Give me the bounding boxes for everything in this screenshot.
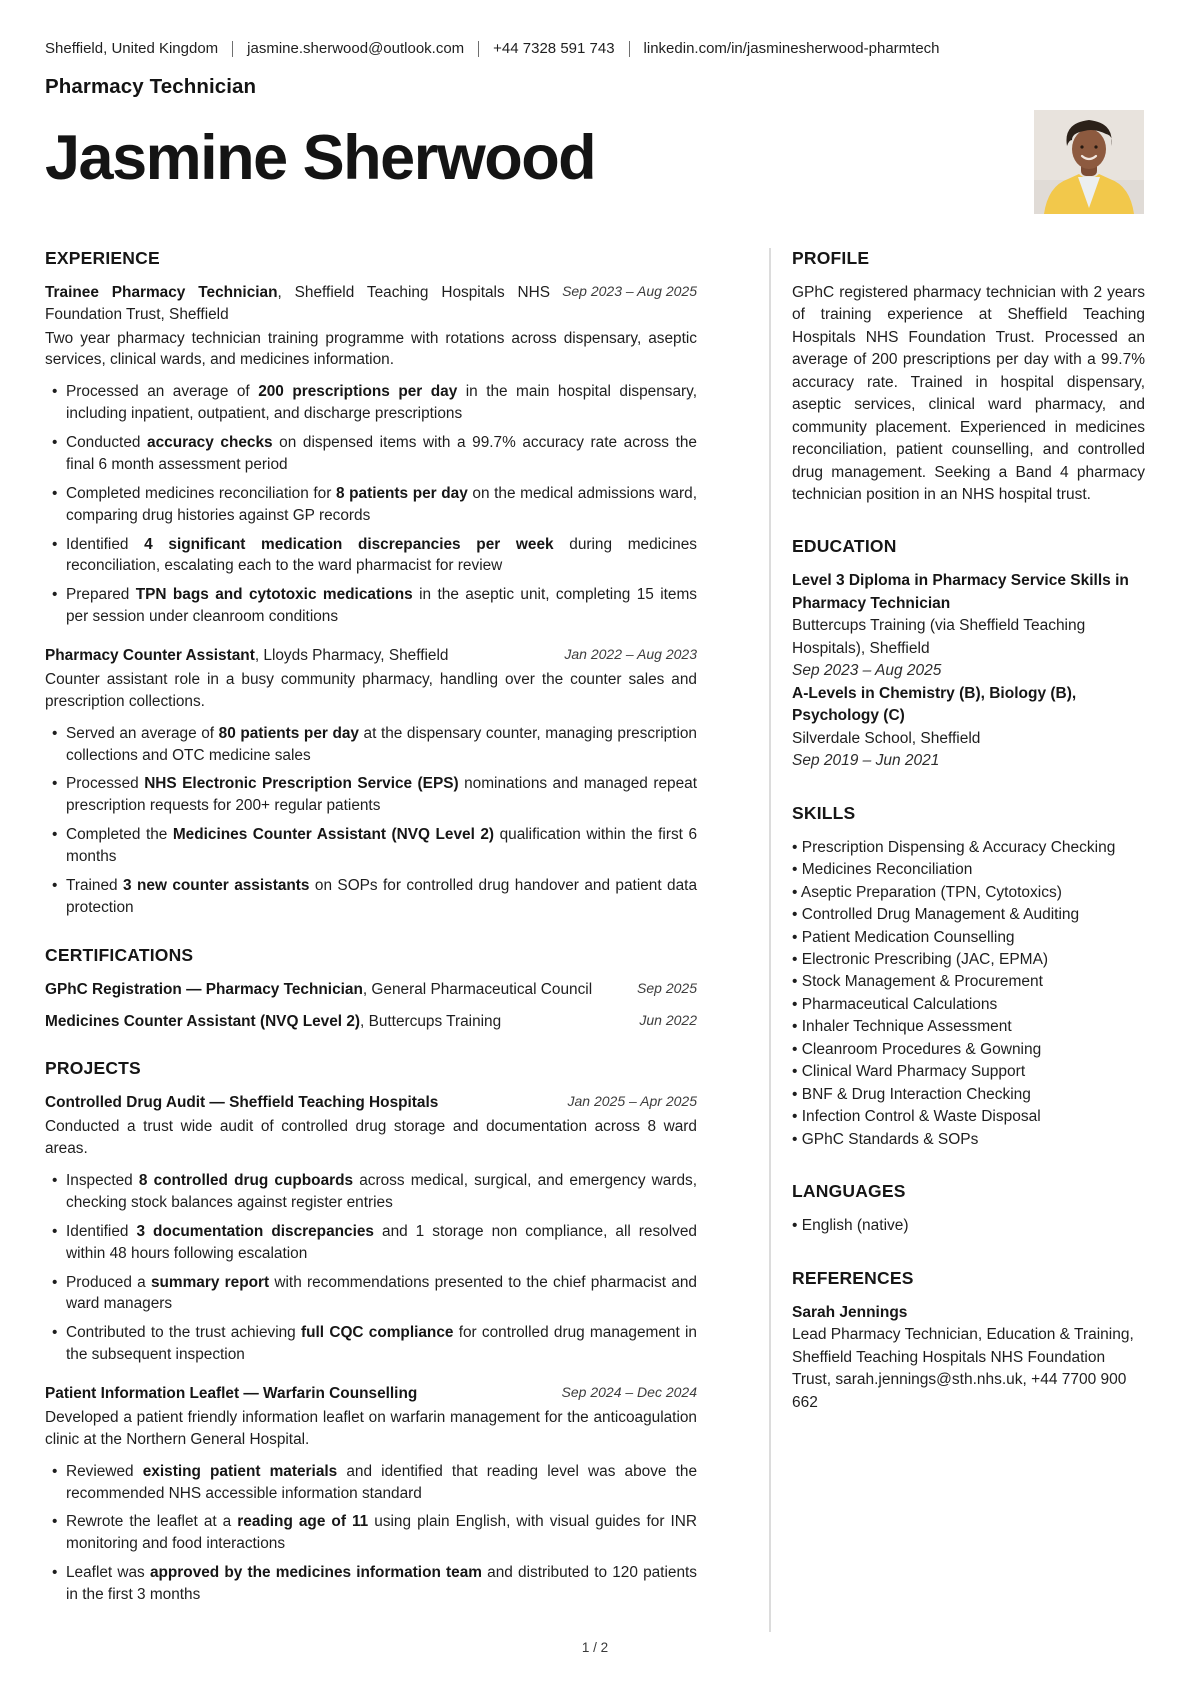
entry-bullet: • Conducted accuracy checks on dispensed items with a 99.7% accuracy rate across the final 6 month assessment period: [45, 432, 697, 476]
entry-title: Medicines Counter Assistant (NVQ Level 2), Buttercups Training: [45, 1012, 502, 1030]
section-languages: [792, 1181, 1145, 1237]
contact-item: Sheffield, United Kingdom: [45, 40, 219, 57]
resume-entry: [45, 1011, 697, 1033]
right-column: [792, 248, 1145, 1632]
contact-item: +44 7328 591 743: [493, 40, 615, 57]
contact-item: jasmine.sherwood@outlook.com: [247, 40, 465, 57]
entry-bullet: • Identified 4 significant medication discrepancies per week during medicines reconciliation, escalating each to the ward pharmacist for review: [45, 534, 697, 578]
entry-summary: Two year pharmacy technician training programme with rotations across dispensary, aseptic services, clinical wards, and medicines information.: [45, 329, 697, 369]
entry-bullet-list: [45, 381, 697, 628]
inline-bullet-item: • Inhaler Technique Assessment: [792, 1016, 1145, 1038]
contact-item: linkedin.com/in/jasminesherwood-pharmtech: [643, 40, 940, 57]
inline-bullet-item: • Patient Medication Counselling: [792, 927, 1145, 949]
inline-bullet-item: • GPhC Standards & SOPs: [792, 1129, 1145, 1151]
entry-title: Pharmacy Counter Assistant, Lloyds Pharmacy, Sheffield: [45, 647, 449, 664]
columns: [45, 248, 1145, 1632]
detail-line: Sep 2019 – Jun 2021: [792, 752, 940, 770]
section-heading: EDUCATION: [792, 536, 897, 557]
entry-bullet: • Rewrote the leaflet at a reading age of 11 using plain English, with visual guides for INR monitoring and food interactions: [45, 1511, 697, 1555]
detail-line: Silverdale School, Sheffield: [792, 729, 981, 747]
contact-separator: [629, 41, 630, 57]
entry-header: [45, 1383, 697, 1405]
column-divider: [769, 248, 771, 1632]
detail-line: Buttercups Training (via Sheffield Teaching Hospitals), Sheffield: [792, 617, 1086, 657]
section-heading: PROFILE: [792, 247, 870, 268]
section-heading: REFERENCES: [792, 1267, 914, 1288]
inline-bullet-item: • Medicines Reconciliation: [792, 859, 1145, 881]
entry-header: [45, 645, 697, 667]
entry-header: [45, 1092, 697, 1114]
entry-bullet: • Trained 3 new counter assistants on SOPs for controlled drug handover and patient data protection: [45, 875, 697, 919]
section-heading: CERTIFICATIONS: [45, 944, 194, 965]
section-paragraph: GPhC registered pharmacy technician with 2 years of training experience at Sheffield Teaching Hospitals NHS Foundation Trust. Processed an average of 200 prescriptions per day with a 99.7% accuracy rate. Trained in hospital dispensary, aseptic services, clinical ward pharmacy, and community placement. Experienced in medicines reconciliation, patient counselling, and controlled drug management. Seeking a Band 4 pharmacy technician position in an NHS hospital trust.: [792, 283, 1145, 503]
resume-entry: [45, 1383, 697, 1606]
section-certifications: [45, 945, 697, 1033]
resume-entry: [45, 979, 697, 1001]
detail-line: Sep 2023 – Aug 2025: [792, 662, 942, 680]
entry-bullet: • Served an average of 80 patients per day at the dispensary counter, managing prescription collections and OTC medicine sales: [45, 723, 697, 767]
entry-title: Trainee Pharmacy Technician, Sheffield Teaching Hospitals NHS Foundation Trust, Sheffield: [45, 283, 551, 323]
contact-separator: [478, 41, 479, 57]
section-projects: [45, 1058, 697, 1606]
entry-dates: Jan 2022 – Aug 2023: [564, 646, 697, 662]
entry-bullet: • Produced a summary report with recommendations presented to the chief pharmacist and ward managers: [45, 1272, 697, 1316]
entry-summary: Developed a patient friendly information leaflet on warfarin management for the anticoagulation clinic at the Northern General Hospital.: [45, 1408, 697, 1448]
entry-bullet-list: [45, 723, 697, 919]
entry-summary: Counter assistant role in a busy community pharmacy, handling over the counter sales and prescription collections.: [45, 670, 697, 710]
entry-bullet: • Completed the Medicines Counter Assistant (NVQ Level 2) qualification within the first 6 months: [45, 824, 697, 868]
entry-bullet: • Completed medicines reconciliation for 8 patients per day on the medical admissions ward, comparing drug histories against GP records: [45, 483, 697, 527]
detail-line: Sarah Jennings: [792, 1303, 908, 1321]
detail-line: Lead Pharmacy Technician, Education & Training, Sheffield Teaching Hospitals NHS Foundation Trust, sarah.jennings@sth.nhs.uk, +44 7700 900 662: [792, 1326, 1134, 1411]
section-profile: [792, 248, 1145, 507]
resume-entry: [45, 645, 697, 919]
entry-bullet: • Reviewed existing patient materials and identified that reading level was above the recommended NHS accessible information standard: [45, 1461, 697, 1505]
entry-bullet: • Processed an average of 200 prescriptions per day in the main hospital dispensary, including inpatient, outpatient, and discharge prescriptions: [45, 381, 697, 425]
entry-bullet: • Identified 3 documentation discrepancies and 1 storage non compliance, all resolved within 48 hours following escalation: [45, 1221, 697, 1265]
inline-bullet-item: • Cleanroom Procedures & Gowning: [792, 1039, 1145, 1061]
detail-line: Level 3 Diploma in Pharmacy Service Skills in Pharmacy Technician: [792, 572, 1129, 612]
entry-bullet: • Leaflet was approved by the medicines information team and distributed to 120 patients in the first 3 months: [45, 1562, 697, 1606]
section-education: [792, 536, 1145, 772]
section-heading: EXPERIENCE: [45, 247, 160, 268]
entry-bullet: • Processed NHS Electronic Prescription Service (EPS) nominations and managed repeat prescription requests for 200+ regular patients: [45, 773, 697, 817]
detail-line: A-Levels in Chemistry (B), Biology (B), Psychology (C): [792, 684, 1077, 725]
inline-bullet-item: • Infection Control & Waste Disposal: [792, 1106, 1145, 1128]
inline-bullet-item: • Aseptic Preparation (TPN, Cytotoxics): [792, 882, 1145, 904]
entry-header: [45, 979, 697, 1001]
section-references: [792, 1268, 1145, 1414]
left-column: [45, 248, 697, 1632]
inline-bullet-item: • Controlled Drug Management & Auditing: [792, 904, 1145, 926]
entry-title: Patient Information Leaflet — Warfarin Counselling: [45, 1385, 418, 1402]
section-heading: LANGUAGES: [792, 1181, 906, 1202]
portrait-photo: [1034, 110, 1144, 214]
section-experience: [45, 248, 697, 919]
section-heading: PROJECTS: [45, 1058, 141, 1079]
inline-bullet-item: • Prescription Dispensing & Accuracy Checking: [792, 837, 1145, 859]
entry-summary: Conducted a trust wide audit of controlled drug storage and documentation across 8 ward areas.: [45, 1118, 697, 1158]
entry-bullet: • Prepared TPN bags and cytotoxic medications in the aseptic unit, completing 15 items per session under cleanroom conditions: [45, 584, 697, 628]
entry-header: [45, 1011, 697, 1033]
entry-dates: Sep 2025: [637, 979, 697, 996]
section-heading: SKILLS: [792, 802, 856, 823]
page-indicator: 1 / 2: [581, 1640, 609, 1655]
resume-entry: [45, 282, 697, 628]
contact-separator: [232, 41, 233, 57]
section-skills: [792, 803, 1145, 1152]
entry-dates: Sep 2024 – Dec 2024: [561, 1384, 697, 1400]
entry-bullet-list: [45, 1170, 697, 1366]
entry-bullet: • Contributed to the trust achieving full CQC compliance for controlled drug management in the subsequent inspection: [45, 1322, 697, 1366]
inline-bullet-item: • Clinical Ward Pharmacy Support: [792, 1061, 1145, 1083]
person-name: Jasmine Sherwood: [45, 122, 596, 193]
inline-bullet-item: • Pharmaceutical Calculations: [792, 994, 1145, 1016]
inline-bullet-item: • Stock Management & Procurement: [792, 971, 1145, 993]
role-title: Pharmacy Technician: [45, 74, 257, 98]
entry-bullet-list: [45, 1461, 697, 1606]
resume-entry: [45, 1092, 697, 1366]
inline-bullet-item: • Electronic Prescribing (JAC, EPMA): [792, 949, 1145, 971]
entry-title: Controlled Drug Audit — Sheffield Teaching Hospitals: [45, 1094, 439, 1112]
entry-title: GPhC Registration — Pharmacy Technician, General Pharmaceutical Council: [45, 980, 593, 998]
entry-dates: Jan 2025 – Apr 2025: [567, 1093, 697, 1110]
entry-dates: Jun 2022: [639, 1011, 697, 1028]
entry-bullet: • Inspected 8 controlled drug cupboards across medical, surgical, and emergency wards, checking stock balances against register entries: [45, 1170, 697, 1214]
entry-dates: Sep 2023 – Aug 2025: [562, 282, 697, 299]
contact-bar: [45, 40, 1145, 59]
portrait-photo-graphic: [1034, 110, 1144, 214]
inline-bullet-item: • English (native): [792, 1215, 1145, 1237]
entry-header: [45, 282, 697, 326]
inline-bullet-item: • BNF & Drug Interaction Checking: [792, 1084, 1145, 1106]
